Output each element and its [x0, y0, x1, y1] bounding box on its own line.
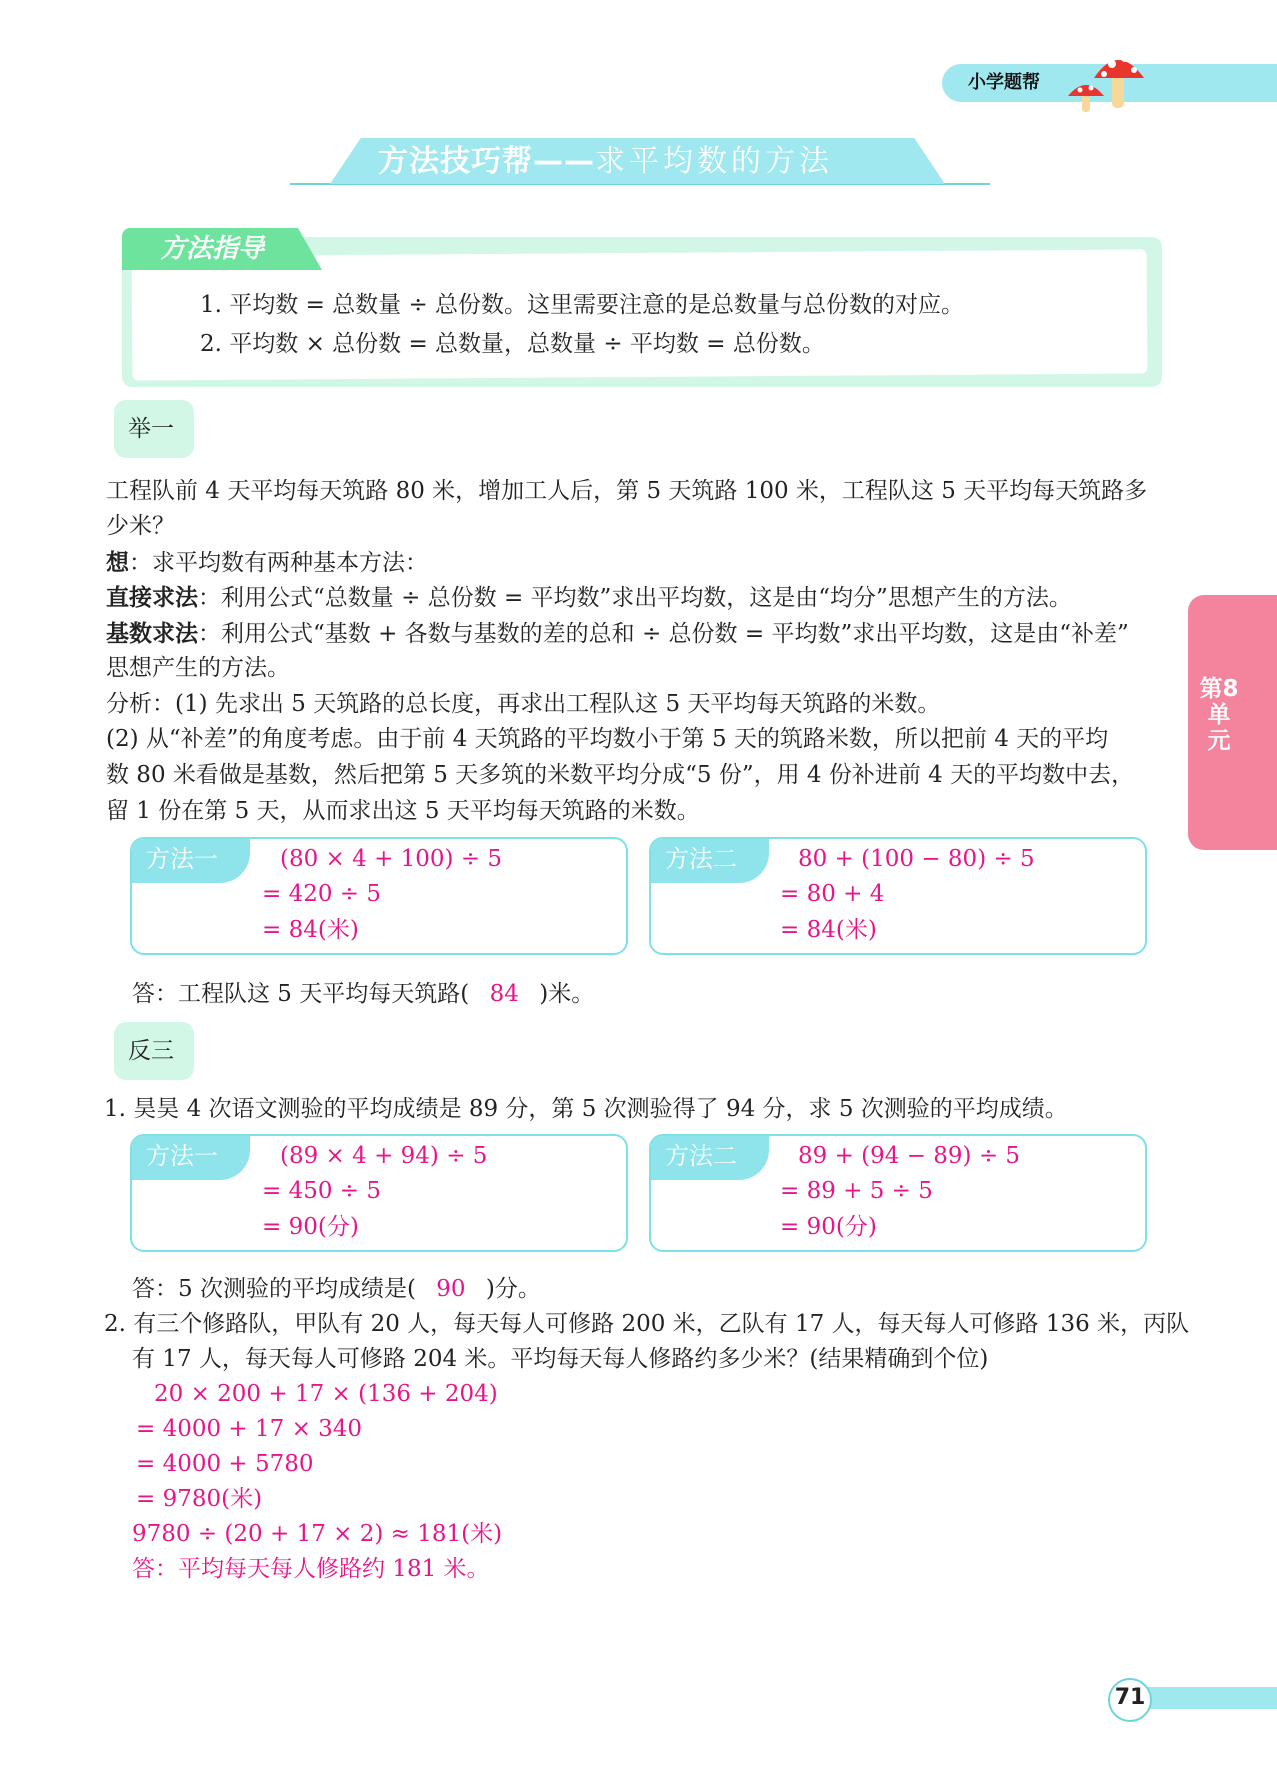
page-title: 方法技巧帮——求平均数的方法	[378, 144, 833, 179]
analysis-line-4: 留 1 份在第 5 天，从而求出这 5 天平均每天筑路的米数。	[106, 798, 700, 824]
practice-q2-line-2: 有 17 人，每天每人可修路 204 米。平均每天每人修路约多少米？(结果精确到个位)	[132, 1346, 989, 1372]
guide-line-1: 1. 平均数 = 总数量 ÷ 总份数。这里需要注意的是总数量与总份数的对应。	[200, 292, 965, 318]
method-guide-tag-label: 方法指导	[160, 234, 265, 264]
brand-label: 小学题帮	[968, 72, 1040, 93]
analysis-line-1: 分析：(1) 先求出 5 天筑路的总长度，再求出工程队这 5 天平均每天筑路的米数。	[106, 691, 941, 717]
q1-method1-tag-label: 方法一	[146, 1142, 218, 1170]
q1-answer-value: 90	[436, 1276, 466, 1302]
q1-method2-line-2: = 89 + 5 ÷ 5	[780, 1178, 933, 1204]
practice-q2-line-1: 2. 有三个修路队，甲队有 20 人，每天每人可修路 200 米，乙队有 17 人，每天每人可修路 136 米，丙队	[104, 1311, 1190, 1337]
think-line: 想：求平均数有两种基本方法：	[106, 549, 428, 576]
unit-side-tab-label: 第8单元	[1199, 676, 1239, 754]
practice-q1-text: 1. 昊昊 4 次语文测验的平均成绩是 89 分，第 5 次测验得了 94 分，求 5 次测验的平均成绩。	[104, 1096, 1068, 1122]
example-method1-line-2: = 420 ÷ 5	[262, 881, 382, 907]
q1-method2-line-1: 89 + (94 − 89) ÷ 5	[798, 1143, 1021, 1169]
example-problem-line-1: 工程队前 4 天平均每天筑路 80 米，增加工人后，第 5 天筑路 100 米，工程队这 5 天平均每天筑路多	[106, 478, 1148, 504]
guide-line-2: 2. 平均数 × 总份数 = 总数量，总数量 ÷ 平均数 = 总份数。	[200, 331, 825, 357]
q2-solution-line-4: = 9780(米)	[136, 1486, 263, 1512]
q1-answer: 答：5 次测验的平均成绩是( 90 )分。	[132, 1272, 541, 1306]
example-answer-value: 84	[489, 981, 519, 1007]
example-method1-line-3: = 84(米)	[262, 917, 359, 943]
q1-method1-line-2: = 450 ÷ 5	[262, 1178, 382, 1204]
q2-solution-line-1: 20 × 200 + 17 × (136 + 204)	[154, 1381, 498, 1407]
direct-method-line: 直接求法：利用公式“总数量 ÷ 总份数 = 平均数”求出平均数，这是由“均分”思想产生的方法。	[106, 584, 1072, 611]
practice-tag-label: 反三	[128, 1038, 174, 1064]
analysis-line-3: 数 80 米看做是基数，然后把第 5 天多筑的米数平均分成“5 份”，用 4 份补进前 4 天的平均数中去，	[106, 762, 1135, 788]
example-answer: 答：工程队这 5 天平均每天筑路( 84 )米。	[132, 977, 594, 1011]
base-method-line-2: 思想产生的方法。	[106, 655, 290, 681]
q1-method2-tag-label: 方法二	[665, 1142, 737, 1170]
q1-method1-line-3: = 90(分)	[262, 1214, 359, 1240]
example-method1-line-1: (80 × 4 + 100) ÷ 5	[280, 846, 503, 872]
q1-method2-line-3: = 90(分)	[780, 1214, 877, 1240]
q1-method1-line-1: (89 × 4 + 94) ÷ 5	[280, 1143, 488, 1169]
q2-solution-line-3: = 4000 + 5780	[136, 1451, 314, 1477]
page-number-bar	[1140, 1687, 1277, 1709]
q2-solution-line-2: = 4000 + 17 × 340	[136, 1416, 363, 1442]
example-problem-line-2: 少米？	[106, 513, 175, 539]
analysis-line-2: (2) 从“补差”的角度考虑。由于前 4 天筑路的平均数小于第 5 天的筑路米数，所以把前 4 天的平均	[106, 726, 1109, 752]
example-method2-line-2: = 80 + 4	[780, 881, 885, 907]
q2-solution-line-5: 9780 ÷ (20 + 17 × 2) ≈ 181(米)	[132, 1521, 503, 1547]
example-tag-label: 举一	[128, 416, 174, 442]
example-method2-line-3: = 84(米)	[780, 917, 877, 943]
base-method-line: 基数求法：利用公式“基数 + 各数与基数的差的总和 ÷ 总份数 = 平均数”求出平均数，这是由“补差”	[106, 620, 1129, 647]
example-method1-tag-label: 方法一	[146, 845, 218, 873]
example-method2-line-1: 80 + (100 − 80) ÷ 5	[798, 846, 1035, 872]
q2-answer-line: 答：平均每天每人修路约 181 米。	[132, 1556, 490, 1582]
page-number: 71	[1114, 1685, 1146, 1710]
mushroom-icon	[1062, 44, 1148, 116]
example-method2-tag-label: 方法二	[665, 845, 737, 873]
